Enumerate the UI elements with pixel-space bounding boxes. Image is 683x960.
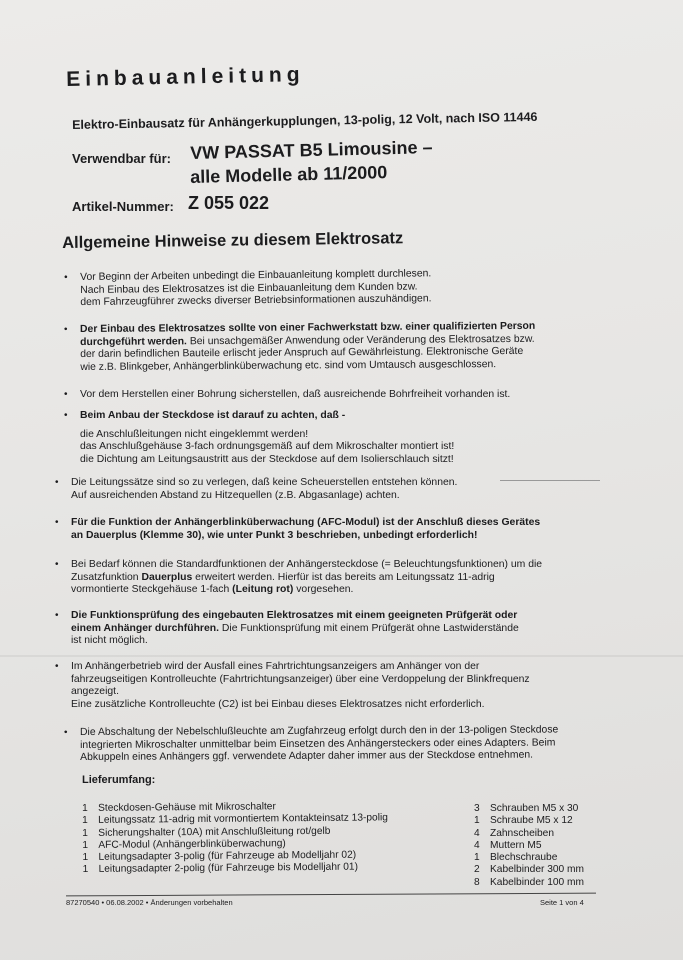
note-line: an Dauerplus (Klemme 30), wie unter Punkt 3 beschrieben, unbedingt erforderlich!: [71, 529, 478, 541]
vehicle-line-1: VW PASSAT B5 Limousine –: [190, 137, 433, 163]
note-3: [64, 389, 511, 402]
note-line: integrierten Mikroschalter unmittelbar beim Einsetzen des Anhängersteckers oder eines Adapters. Beim: [80, 737, 556, 751]
list-item: 1 Leitungssatz 11-adrig mit vormontiertem Kontakteinsatz 13-polig: [82, 812, 388, 827]
list-item: 4 Muttern M5: [474, 839, 542, 851]
section-heading: Allgemeine Hinweise zu diesem Elektrosatz: [62, 229, 404, 252]
note-text: Bei unsachgemäßer Anwendung oder Veränderung des Elektrosatzes bzw.: [186, 333, 535, 347]
list-item: 4 Zahnscheiben: [474, 827, 555, 839]
list-item: 1 Leitungsadapter 3-polig (für Fahrzeuge ab Modelljahr 02): [82, 849, 357, 864]
note-7: [55, 559, 543, 597]
note-line: dem Fahrzeugführer zwecks diverser Betriebsinformationen auszuhändigen.: [80, 293, 432, 309]
note-5: [55, 477, 458, 502]
note-line: Bei Bedarf können die Standardfunktionen der Anhängersteckdose (= Beleuchtungsfunktionen) um die: [71, 559, 543, 570]
footer-rule: [66, 893, 596, 897]
footer-left: 87270540 • 06.08.2002 • Änderungen vorbehalten: [66, 898, 233, 907]
note-line: Vor dem Herstellen einer Bohrung sicherstellen, daß ausreichende Bohrfreiheit vorhanden ist.: [80, 389, 511, 400]
bullet: •: [55, 517, 59, 528]
document-title: Einbauanleitung: [66, 63, 305, 91]
note-1: [64, 268, 432, 309]
note-line: Auf ausreichenden Abstand zu Hitzequellen (z.B. Abgasanlage) achten.: [71, 489, 400, 501]
list-item: 8 Kabelbinder 100 mm: [474, 876, 585, 888]
document-subtitle: Elektro-Einbausatz für Anhängerkupplungen, 13-polig, 12 Volt, nach ISO 11446: [72, 109, 538, 132]
note-text: vormontierte Steckgehäuse 1-fach: [71, 584, 233, 596]
note-line: ist nicht möglich.: [71, 635, 148, 647]
note-line: die Dichtung am Leitungsaustritt aus der Steckdose auf dem Isolierschlauch sitzt!: [80, 453, 454, 465]
note-line: Im Anhängerbetrieb wird der Ausfall eines Fahrtrichtungsanzeigers am Anhänger von der: [71, 661, 480, 672]
note-line: die Anschlußleitungen nicht eingeklemmt werden!: [80, 428, 309, 440]
bullet: •: [55, 559, 59, 570]
note-9: [55, 661, 530, 711]
note-text: Die Funktionsprüfung mit einem Prüfgerät ohne Lastwiderstände: [219, 622, 519, 634]
note-line: Nach Einbau des Elektrosatzes ist die Einbauanleitung dem Kunden bzw.: [80, 281, 418, 296]
usable-label: Verwendbar für:: [72, 151, 171, 166]
article-number: Z 055 022: [188, 193, 270, 213]
pen-mark: [500, 480, 600, 481]
note-line: wie z.B. Blinkgeber, Anhängerblinküberwachung etc. sind vom Umtausch ausgeschlossen.: [80, 358, 497, 373]
note-10: [64, 724, 559, 764]
bullet: •: [64, 272, 68, 284]
note-text: erweitert werden. Hierfür ist das bereits am Leitungssatz 11-adrig: [192, 571, 495, 583]
note-bold: einem Anhänger durchführen.: [71, 622, 219, 634]
note-bold: (Leitung rot): [232, 584, 294, 596]
list-item: 1 AFC-Modul (Anhängerblinküberwachung): [82, 838, 286, 851]
bullet: •: [55, 661, 59, 672]
note-2: [64, 320, 536, 375]
delivery-list-right: [474, 803, 584, 889]
note-line: Abkuppeln eines Anhängers ggf. verwendete Adapter daher immer aus der Steckdose entnehmen.: [80, 749, 534, 764]
note-line: Der Einbau des Elektrosatzes sollte von einer Fachwerkstatt bzw. einer qualifizierten Person: [80, 320, 536, 335]
list-item: 1 Schraube M5 x 12: [474, 815, 573, 827]
note-text: vorgesehen.: [293, 584, 354, 596]
note-line: das Anschlußgehäuse 3-fach ordnungsgemäß auf dem Mikroschalter montiert ist!: [80, 441, 455, 453]
vehicle-line-2: alle Modelle ab 11/2000: [190, 162, 388, 187]
note-line: Die Leitungssätze sind so zu verlegen, daß keine Scheuerstellen entstehen können.: [71, 477, 458, 488]
note-line: Beim Anbau der Steckdose ist darauf zu achten, daß -: [80, 410, 346, 421]
footer-page-number: Seite 1 von 4: [540, 898, 584, 907]
paper-fold: [0, 655, 683, 657]
note-4: [64, 410, 455, 466]
bullet: •: [55, 610, 59, 621]
bullet: •: [64, 389, 68, 400]
list-item: 2 Kabelbinder 300 mm: [474, 864, 585, 876]
note-text: Zusatzfunktion: [71, 571, 142, 583]
bullet: •: [64, 410, 68, 421]
note-line: angezeigt.: [71, 686, 119, 698]
list-item: 1 Blechschraube: [474, 852, 558, 864]
bullet: •: [64, 727, 68, 739]
note-bold: durchgeführt werden.: [80, 335, 187, 348]
note-line: Die Funktionsprüfung des eingebauten Elektrosatzes mit einem geeigneten Prüfgerät oder: [71, 610, 518, 621]
bullet: •: [55, 477, 59, 488]
list-item: 3 Schrauben M5 x 30: [474, 803, 579, 814]
article-label: Artikel-Nummer:: [72, 199, 174, 214]
scope-of-delivery-heading: Lieferumfang:: [82, 774, 156, 786]
note-bold: Dauerplus: [141, 571, 193, 583]
note-line: Eine zusätzliche Kontrolleuchte (C2) ist bei Einbau dieses Elektrosatzes nicht erforderlich.: [71, 698, 485, 710]
note-line: der darin befindlichen Bauteile erlischt jeder Anspruch auf Gewährleistung. Elektronische Geräte: [80, 346, 524, 361]
note-line: fahrzeugseitigen Kontrolleuchte (Fahrtrichtungsanzeiger) über eine Verdoppelung der Blinkfrequenz: [71, 673, 530, 685]
note-line: Vor Beginn der Arbeiten unbedingt die Einbauanleitung komplett durchlesen.: [80, 268, 432, 283]
note-6: [55, 517, 541, 542]
note-line: Die Abschaltung der Nebelschlußleuchte am Zugfahrzeug erfolgt durch den in der 13-poligen Steckdose: [80, 724, 559, 738]
delivery-list-left: [82, 800, 388, 876]
note-line: Für die Funktion der Anhängerblinküberwachung (AFC-Modul) ist der Anschluß dieses Gerätes: [71, 517, 541, 528]
list-item: 1 Steckdosen-Gehäuse mit Mikroschalter: [82, 801, 276, 814]
list-item: 1 Leitungsadapter 2-polig (für Fahrzeuge bis Modelljahr 01): [82, 862, 358, 876]
note-8: [55, 610, 519, 648]
list-item: 1 Sicherungshalter (10A) mit Anschlußleitung rot/gelb: [82, 825, 331, 839]
bullet: •: [64, 324, 68, 336]
